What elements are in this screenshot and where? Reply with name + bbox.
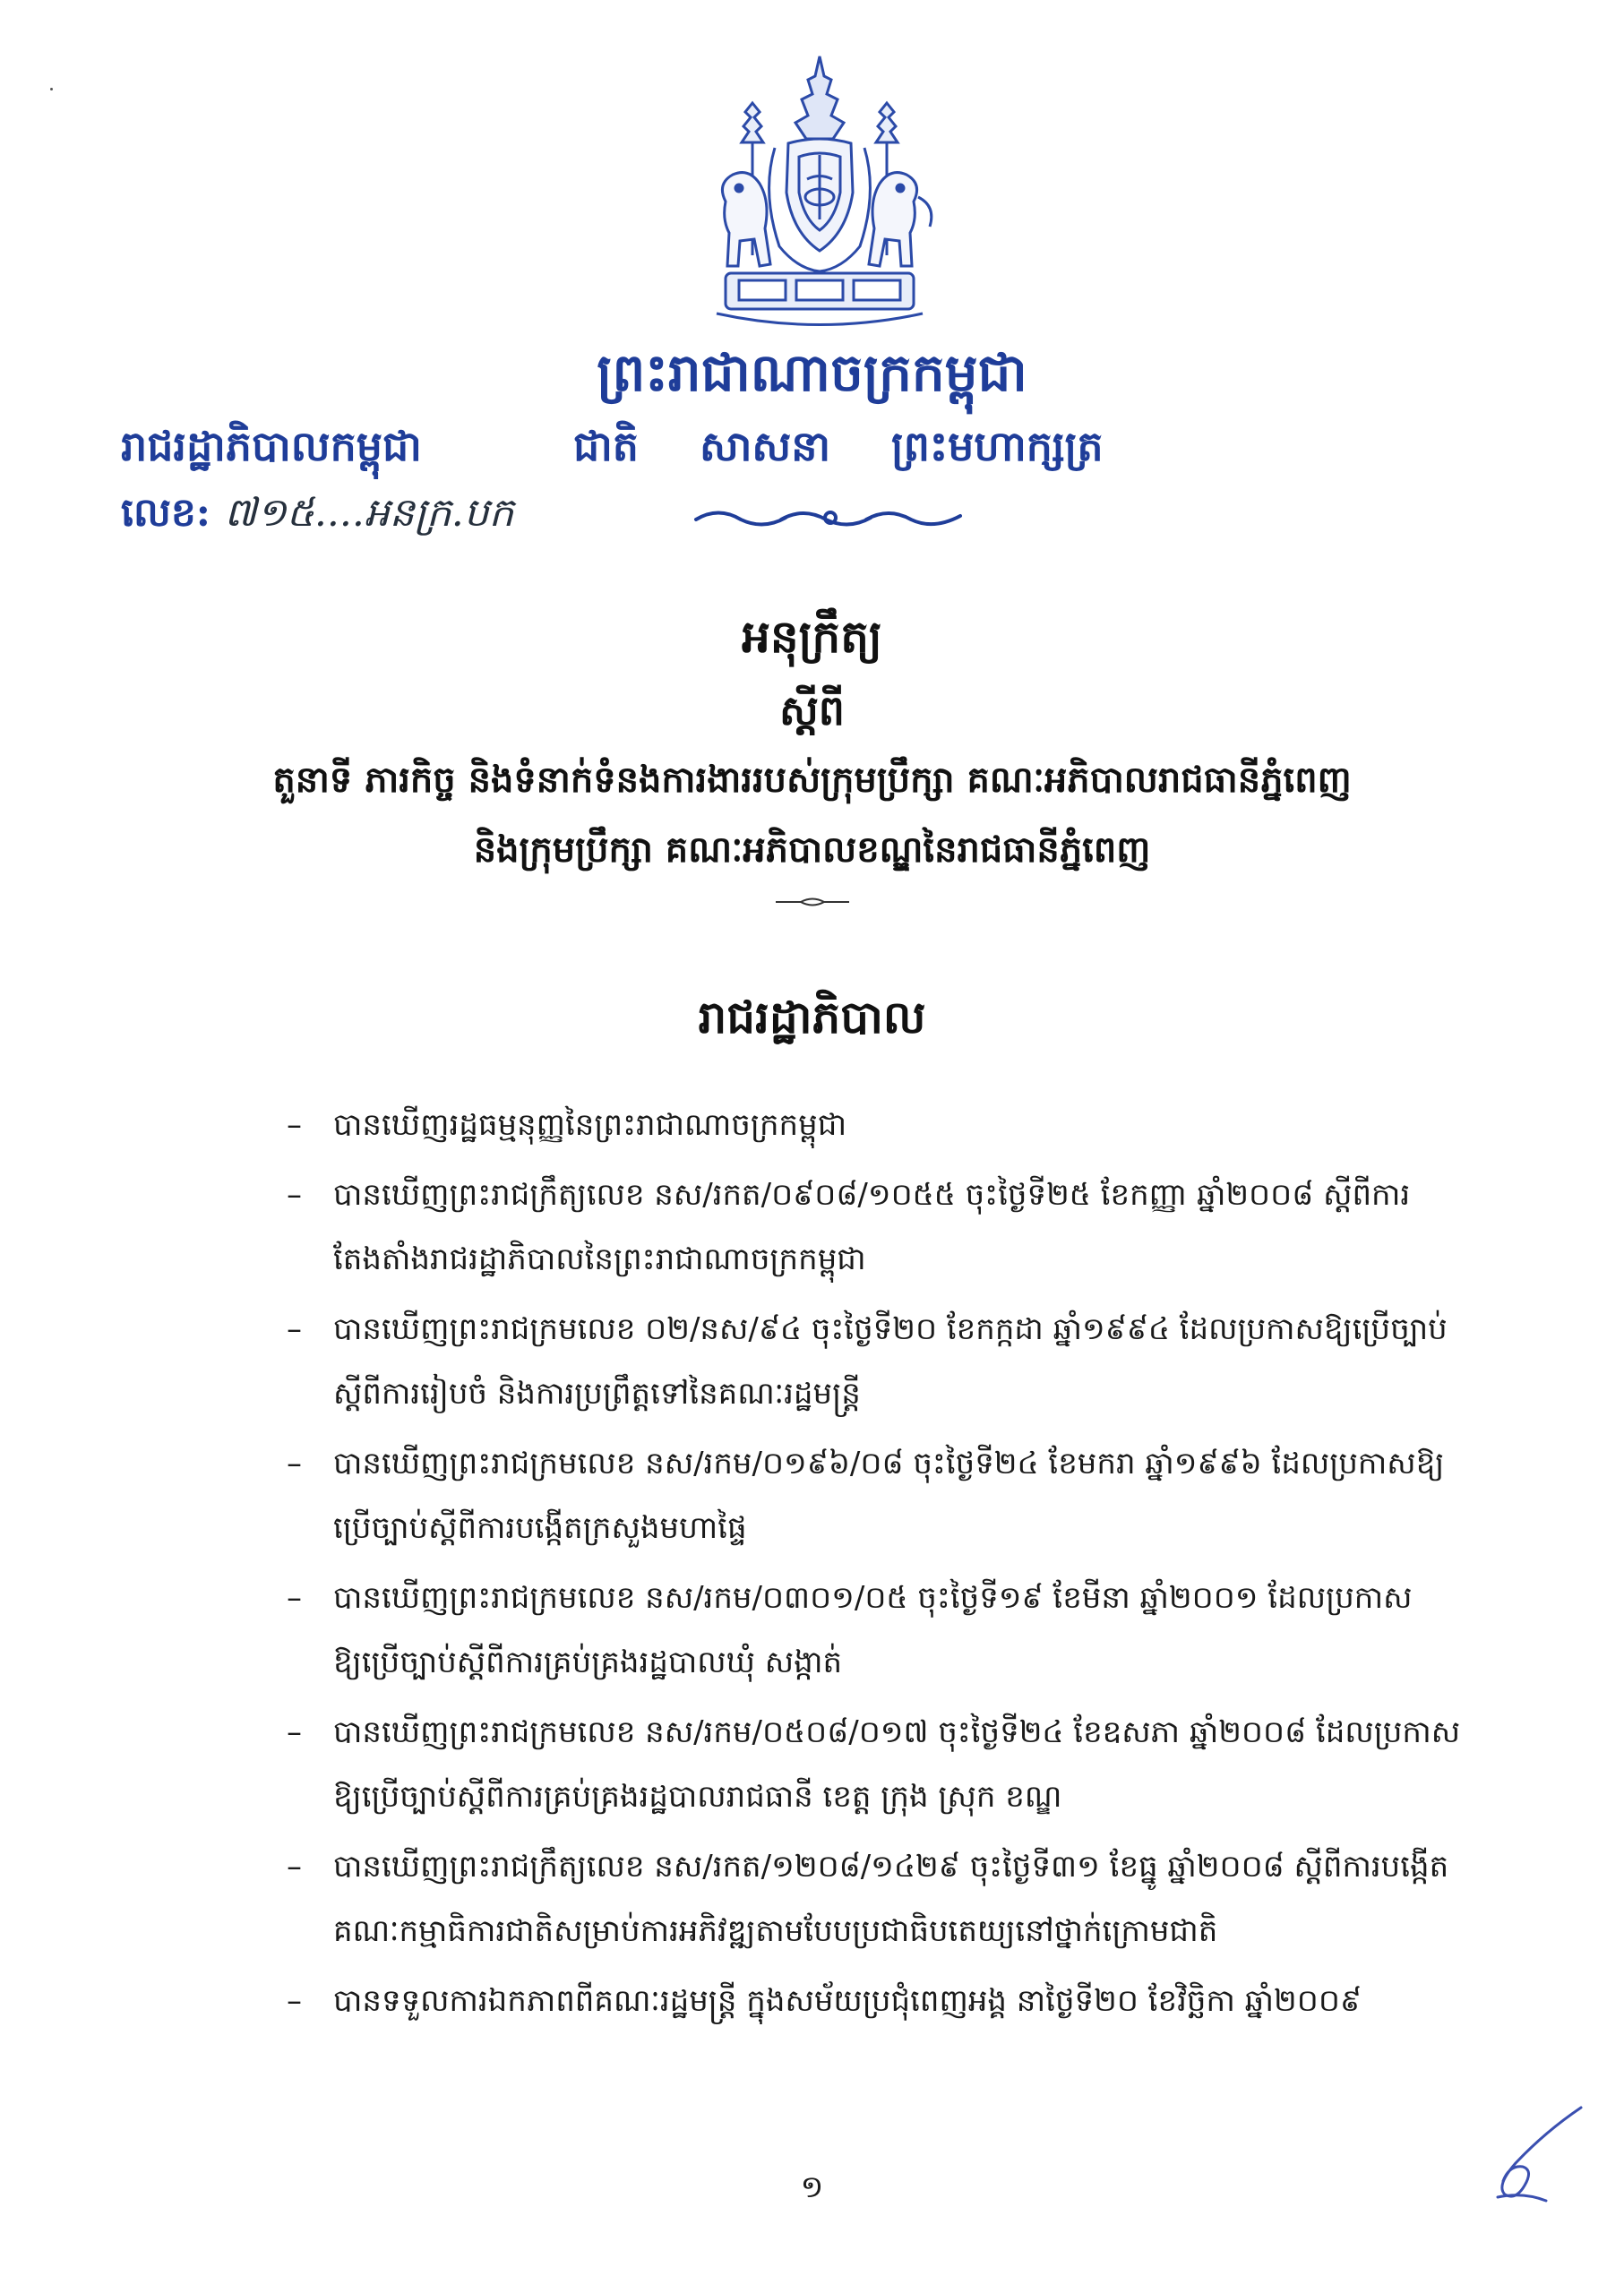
document-type: អនុក្រឹត្យ [742,610,882,663]
clause-line: បានឃើញព្រះរាជក្រឹត្យលេខ នស/រកត/១២០៨/១៤២៩ ចុះថ្ងៃទី៣១ ខែធ្នូ ឆ្នាំ២០០៨ ស្តីពីការបង្កើត [333,1849,1449,1885]
clause-line: បានឃើញព្រះរាជក្រមលេខ នស/រកម/០១៩៦/០៨ ចុះថ្ងៃទី២៤ ខែមករា ឆ្នាំ១៩៩៦ ដែលប្រកាសឱ្យ [333,1446,1445,1481]
page-number: ១ [800,2169,824,2205]
clause-line: បានឃើញព្រះរាជក្រមលេខ ០២/នស/៩៤ ចុះថ្ងៃទី២០ ខែកក្កដា ឆ្នាំ១៩៩៤ ដែលប្រកាសឱ្យប្រើច្បាប់ [333,1311,1448,1347]
section-heading: រាជរដ្ឋាភិបាល [698,991,926,1043]
clause-line: ស្តីពីការរៀបចំ និងការប្រព្រឹត្តទៅនៃគណៈរដ្ឋមន្ត្រី [333,1376,861,1412]
clause-line: បានឃើញរដ្ឋធម្មនុញ្ញនៃព្រះរាជាណាចក្រកម្ពុជា [333,1107,847,1143]
clause-line: បានឃើញព្រះរាជក្រមលេខ នស/រកម/០៥០៨/០១៧ ចុះថ្ងៃទី២៤ ខែឧសភា ឆ្នាំ២០០៨ ដែលប្រកាស [333,1714,1461,1750]
clause-dash: – [287,1107,302,1143]
clause-dash: – [287,1983,302,2019]
clause-dash: – [287,1446,302,1481]
clause-line: តែងតាំងរាជរដ្ឋាភិបាលនៃព្រះរាជាណាចក្រកម្ពុជា [333,1241,866,1277]
national-motto [573,421,1104,481]
reference-label: លេខ: [121,490,211,536]
clause-dash: – [287,1311,302,1347]
clause-dash: – [287,1580,302,1616]
motto-nation: ជាតិ [573,422,639,470]
clause-dash: – [287,1849,302,1885]
clause-line: ប្រើច្បាប់ស្តីពីការបង្កើតក្រសួងមហាផ្ទៃ [333,1510,747,1546]
clause-dash: – [287,1714,302,1750]
government-name: រាជរដ្ឋាភិបាលកម្ពុជា [121,422,422,470]
scan-speck [50,88,53,90]
clause-line: ឱ្យប្រើច្បាប់ស្តីពីការគ្រប់គ្រងរដ្ឋបាលឃុំ សង្កាត់ [333,1645,843,1680]
subject-line-2: និងក្រុមប្រឹក្សា គណៈអភិបាលខណ្ឌនៃរាជធានីភ្នំពេញ [473,829,1151,871]
clause-line: បានទទួលការឯកភាពពីគណៈរដ្ឋមន្ត្រី ក្នុងសម័យប្រជុំពេញអង្គ នាថ្ងៃទី២០ ខែវិច្ឆិកា ឆ្នាំ២០០៩ [333,1983,1362,2019]
motto-flourish-icon [692,502,969,534]
subject-line-1: តួនាទី ភារកិច្ច និងទំនាក់ទំនងការងាររបស់ក្រុមប្រឹក្សា គណៈអភិបាលរាជធានីភ្នំពេញ [272,759,1352,801]
clause-dash: – [287,1177,302,1213]
motto-king: ព្រះមហាក្សត្រ [891,422,1104,470]
signature-mark [1460,2100,1585,2208]
clause-line: បានឃើញព្រះរាជក្រមលេខ នស/រកម/០៣០១/០៥ ចុះថ្ងៃទី១៩ ខែមីនា ឆ្នាំ២០០១ ដែលប្រកាស [333,1580,1413,1616]
motto-religion: សាសនា [700,422,830,470]
document-about: ស្តីពី [779,686,845,734]
reference-value: ៧១៥....អនក្រ.បក [224,490,514,536]
royal-emblem-icon [690,49,949,327]
clause-line: ឱ្យប្រើច្បាប់ស្តីពីការគ្រប់គ្រងរដ្ឋបាលរាជធានី ខេត្ត ក្រុង ស្រុក ខណ្ឌ [333,1779,1062,1815]
reference-number [121,488,514,545]
kingdom-title: ព្រះរាជាណាចក្រកម្ពុជា [597,342,1027,403]
clause-line: គណៈកម្មាធិការជាតិសម្រាប់ការអភិវឌ្ឍតាមបែបប្រជាធិបតេយ្យនៅថ្នាក់ក្រោមជាតិ [333,1913,1218,1949]
title-divider-icon [774,896,851,908]
clause-line: បានឃើញព្រះរាជក្រឹត្យលេខ នស/រកត/០៩០៨/១០៥៥ ចុះថ្ងៃទី២៥ ខែកញ្ញា ឆ្នាំ២០០៨ ស្តីពីការ [333,1177,1411,1213]
